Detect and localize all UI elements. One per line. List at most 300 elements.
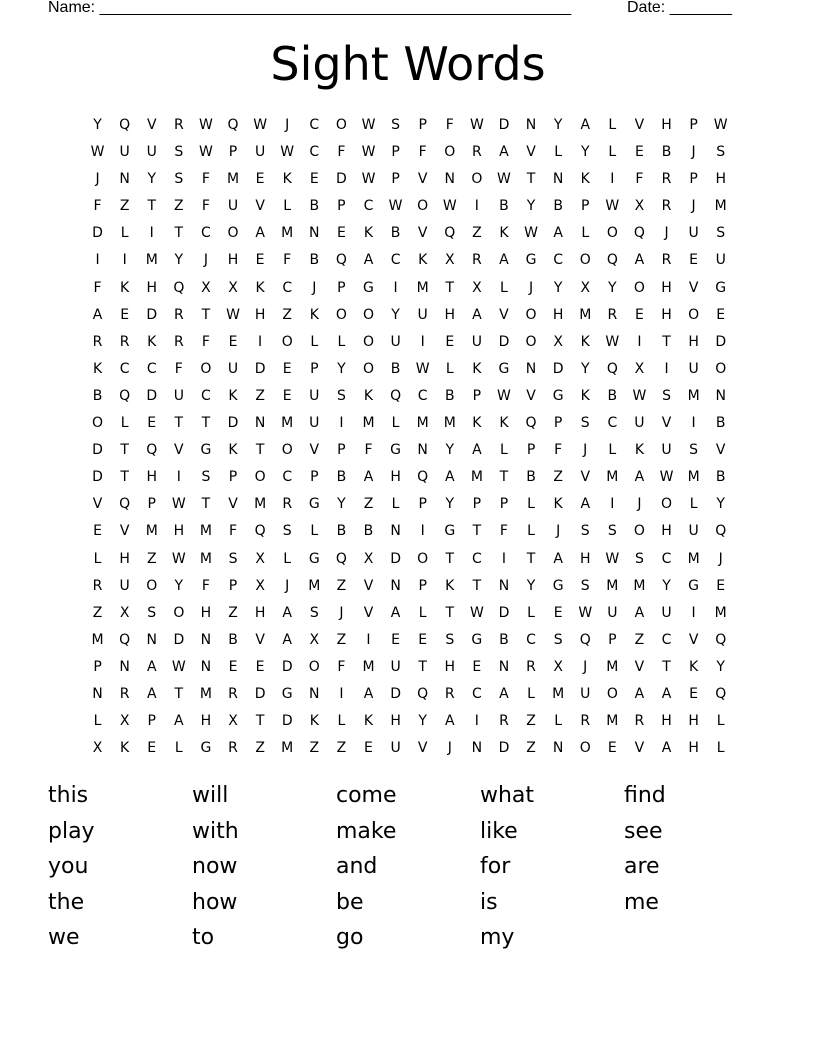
grid-letter: M — [145, 252, 158, 269]
grid-letter: R — [471, 252, 482, 269]
grid-letter: I — [339, 685, 344, 702]
grid-letter: J — [528, 279, 534, 296]
grid-letter: A — [363, 469, 374, 486]
grid-letter: K — [120, 279, 130, 296]
grid-letter: S — [282, 523, 292, 540]
grid-letter: C — [363, 198, 374, 215]
grid-letter: M — [199, 523, 212, 540]
grid-letter: Z — [526, 713, 536, 730]
grid-letter: C — [417, 387, 428, 404]
grid-letter: V — [688, 279, 699, 296]
grid-letter: I — [339, 415, 344, 432]
grid-letter: D — [498, 333, 510, 350]
grid-letter: U — [146, 144, 157, 161]
grid-letter: G — [444, 523, 456, 540]
grid-letter: F — [201, 577, 210, 594]
grid-letter: H — [688, 713, 699, 730]
grid-row — [84, 410, 734, 437]
grid-letter: S — [716, 225, 726, 242]
grid-letter: K — [689, 658, 699, 675]
grid-letter: S — [689, 442, 699, 459]
grid-letter: M — [362, 658, 375, 675]
grid-letter: R — [444, 685, 455, 702]
grid-letter: B — [444, 387, 455, 404]
grid-letter: L — [283, 198, 292, 215]
grid-letter: K — [282, 171, 292, 188]
grid-letter: N — [417, 442, 428, 459]
grid-letter: F — [201, 333, 210, 350]
grid-letter: E — [364, 740, 373, 757]
grid-letter: I — [258, 333, 263, 350]
word-list-item: is — [480, 889, 498, 915]
grid-letter: O — [579, 740, 591, 757]
grid-letter: V — [119, 523, 130, 540]
word-list-item: make — [336, 818, 397, 844]
grid-letter: X — [228, 713, 238, 730]
grid-row — [84, 275, 734, 302]
grid-letter: B — [390, 225, 401, 242]
grid-letter: J — [312, 279, 317, 296]
grid-letter: J — [691, 144, 696, 161]
grid-letter: D — [715, 333, 727, 350]
grid-row — [84, 546, 734, 573]
grid-letter: F — [337, 658, 346, 675]
grid-letter: G — [281, 685, 293, 702]
grid-letter: L — [608, 442, 617, 459]
grid-letter: W — [605, 550, 620, 567]
grid-letter: C — [201, 387, 211, 404]
grid-letter: L — [391, 415, 400, 432]
grid-letter: B — [553, 198, 563, 215]
grid-letter: K — [255, 279, 265, 296]
grid-letter: O — [579, 252, 591, 269]
grid-letter: G — [498, 360, 510, 377]
grid-letter: W — [659, 469, 674, 486]
grid-letter: U — [417, 306, 428, 323]
grid-letter: Y — [716, 658, 725, 675]
grid-letter: D — [552, 360, 564, 377]
grid-letter: R — [119, 333, 130, 350]
grid-letter: J — [339, 604, 344, 621]
grid-letter: K — [120, 740, 130, 757]
grid-letter: Z — [92, 604, 103, 621]
grid-letter: H — [444, 306, 456, 323]
name-field-label: Name: _____________________________________________________ — [48, 0, 572, 16]
grid-letter: P — [337, 442, 346, 459]
grid-letter: S — [580, 577, 590, 594]
grid-letter: G — [715, 279, 727, 296]
grid-letter: Q — [715, 685, 727, 702]
grid-letter: R — [661, 252, 672, 269]
grid-letter: O — [606, 685, 618, 702]
grid-letter: T — [174, 225, 184, 242]
grid-letter: T — [472, 577, 482, 594]
grid-letter: Q — [606, 360, 618, 377]
grid-letter: F — [337, 144, 346, 161]
grid-letter: B — [390, 360, 401, 377]
grid-letter: A — [255, 225, 265, 242]
grid-letter: S — [147, 604, 157, 621]
grid-letter: J — [556, 523, 561, 540]
grid-letter: R — [173, 333, 184, 350]
grid-letter: X — [201, 279, 211, 296]
grid-letter: L — [418, 604, 427, 621]
grid-letter: V — [92, 496, 103, 513]
grid-letter: A — [661, 740, 672, 757]
grid-letter: I — [637, 333, 642, 350]
grid-letter: Y — [174, 252, 184, 269]
grid-letter: A — [634, 685, 645, 702]
grid-letter: E — [716, 577, 726, 594]
grid-letter: G — [308, 496, 320, 513]
grid-letter: Y — [716, 496, 725, 513]
grid-letter: W — [469, 604, 484, 621]
grid-letter: L — [527, 604, 535, 621]
grid-letter: V — [146, 117, 157, 133]
grid-letter: D — [173, 631, 185, 648]
grid-letter: P — [689, 171, 698, 188]
grid-letter: E — [391, 631, 400, 648]
grid-letter: M — [579, 306, 592, 323]
grid-letter: C — [607, 415, 618, 432]
grid-letter: I — [501, 550, 507, 567]
grid-letter: X — [634, 198, 645, 215]
grid-letter: U — [390, 333, 401, 350]
grid-letter: R — [228, 685, 238, 702]
grid-letter: T — [174, 685, 184, 702]
grid-letter: F — [93, 198, 102, 215]
grid-letter: W — [497, 387, 511, 404]
grid-letter: Q — [119, 387, 131, 404]
grid-letter: O — [335, 306, 347, 323]
grid-letter: L — [391, 496, 400, 513]
grid-letter: D — [92, 469, 103, 486]
grid-letter: F — [499, 523, 508, 540]
grid-letter: T — [120, 442, 129, 459]
grid-letter: E — [553, 604, 563, 621]
grid-row — [84, 600, 734, 627]
grid-letter: G — [688, 577, 700, 594]
grid-letter: U — [688, 360, 699, 377]
grid-letter: Z — [174, 198, 184, 215]
grid-letter: D — [390, 685, 401, 702]
grid-letter: W — [415, 360, 430, 377]
grid-letter: H — [688, 333, 699, 350]
grid-letter: E — [336, 225, 346, 242]
grid-letter: G — [308, 550, 320, 567]
grid-letter: Q — [254, 523, 266, 540]
grid-letter: F — [554, 442, 563, 459]
grid-letter: B — [607, 387, 618, 404]
grid-letter: O — [417, 198, 429, 215]
grid-letter: W — [442, 198, 457, 215]
grid-row — [84, 193, 734, 220]
grid-letter: Q — [715, 523, 727, 540]
grid-letter: R — [607, 306, 618, 323]
grid-letter: D — [498, 117, 510, 133]
grid-row — [84, 573, 734, 600]
grid-letter: X — [580, 279, 591, 296]
grid-letter: I — [95, 252, 100, 269]
word-list-item: what — [480, 783, 535, 808]
grid-letter: P — [499, 496, 509, 513]
grid-letter: P — [147, 496, 156, 513]
grid-letter: U — [607, 604, 618, 621]
grid-letter: W — [90, 144, 105, 161]
grid-letter: L — [310, 523, 319, 540]
grid-letter: N — [552, 740, 564, 757]
grid-letter: A — [92, 306, 103, 323]
grid-letter: B — [499, 631, 509, 648]
grid-letter: L — [554, 144, 563, 161]
grid-letter: S — [716, 144, 726, 161]
word-list-item: how — [192, 889, 238, 915]
grid-letter: S — [228, 550, 238, 567]
word-list-item: to — [192, 925, 215, 950]
grid-letter: H — [254, 604, 266, 621]
grid-letter: Q — [173, 279, 185, 296]
grid-letter: J — [664, 225, 669, 242]
word-list-item: and — [336, 854, 378, 879]
grid-letter: L — [716, 740, 725, 757]
grid-letter: T — [147, 198, 157, 215]
grid-letter: D — [254, 685, 266, 702]
grid-letter: F — [93, 279, 102, 296]
grid-letter: L — [716, 713, 725, 730]
grid-letter: M — [443, 415, 456, 432]
grid-letter: W — [469, 117, 484, 133]
grid-letter: O — [92, 415, 104, 432]
word-list-item: see — [624, 818, 663, 844]
grid-letter: W — [199, 144, 213, 161]
grid-letter: A — [472, 442, 482, 459]
grid-letter: V — [309, 442, 320, 459]
grid-letter: F — [201, 198, 210, 215]
grid-letter: T — [201, 415, 211, 432]
grid-letter: Y — [662, 577, 671, 594]
grid-letter: C — [146, 360, 157, 377]
grid-letter: U — [471, 333, 482, 350]
grid-letter: W — [578, 604, 593, 621]
word-search-grid — [84, 112, 734, 762]
grid-letter: O — [227, 225, 239, 242]
grid-letter: O — [661, 496, 673, 513]
grid-letter: Q — [444, 225, 456, 242]
grid-letter: E — [716, 306, 726, 323]
grid-letter: H — [688, 740, 699, 757]
grid-letter: D — [281, 658, 293, 675]
grid-letter: Q — [227, 117, 239, 133]
grid-letter: D — [92, 225, 103, 242]
grid-letter: A — [634, 469, 645, 486]
grid-letter: D — [390, 550, 401, 567]
grid-letter: Q — [417, 469, 429, 486]
grid-letter: Z — [526, 740, 536, 757]
grid-row — [84, 491, 734, 518]
grid-letter: Z — [228, 604, 238, 621]
grid-letter: Q — [335, 550, 347, 567]
grid-letter: O — [362, 360, 374, 377]
grid-letter: W — [253, 117, 268, 133]
grid-letter: I — [474, 198, 479, 215]
grid-letter: P — [472, 387, 482, 404]
grid-letter: F — [418, 144, 427, 161]
grid-letter: P — [391, 171, 400, 188]
grid-letter: T — [526, 171, 536, 188]
grid-letter: W — [605, 333, 620, 350]
grid-letter: G — [363, 279, 374, 296]
grid-letter: F — [364, 442, 373, 459]
grid-letter: C — [309, 144, 320, 161]
grid-letter: K — [580, 171, 590, 188]
grid-letter: P — [472, 496, 482, 513]
grid-letter: Y — [526, 577, 536, 594]
grid-letter: Y — [580, 360, 590, 377]
grid-letter: N — [552, 171, 564, 188]
grid-letter: C — [282, 279, 293, 296]
grid-letter: S — [580, 415, 590, 432]
grid-letter: X — [444, 252, 455, 269]
grid-letter: L — [500, 442, 508, 459]
grid-row — [84, 681, 734, 708]
grid-letter: C — [282, 469, 293, 486]
grid-letter: O — [362, 306, 374, 323]
grid-letter: N — [200, 658, 212, 675]
grid-letter: P — [391, 144, 400, 161]
grid-letter: T — [445, 279, 455, 296]
grid-letter: K — [228, 387, 238, 404]
grid-letter: V — [715, 442, 726, 459]
grid-letter: Y — [337, 496, 346, 513]
grid-letter: J — [583, 442, 588, 459]
grid-letter: Y — [445, 442, 455, 459]
word-list — [48, 778, 768, 956]
grid-letter: A — [499, 252, 509, 269]
grid-letter: K — [363, 387, 374, 404]
grid-letter: W — [361, 171, 376, 188]
grid-letter: P — [418, 577, 427, 594]
grid-letter: D — [336, 171, 347, 188]
grid-letter: U — [173, 387, 184, 404]
grid-letter: N — [200, 631, 212, 648]
grid-letter: W — [388, 198, 403, 215]
grid-letter: A — [634, 604, 645, 621]
grid-row — [84, 437, 734, 464]
grid-letter: N — [119, 171, 130, 188]
grid-letter: H — [227, 252, 239, 269]
grid-letter: H — [390, 713, 401, 730]
grid-letter: E — [147, 740, 157, 757]
grid-letter: X — [553, 333, 563, 350]
word-list-item: with — [192, 818, 239, 844]
grid-letter: U — [227, 198, 239, 215]
grid-letter: F — [201, 171, 210, 188]
grid-letter: K — [445, 577, 455, 594]
grid-letter: F — [445, 117, 454, 133]
grid-letter: L — [337, 713, 346, 730]
grid-letter: O — [200, 360, 212, 377]
grid-letter: X — [553, 658, 563, 675]
grid-letter: N — [92, 685, 103, 702]
grid-row — [84, 654, 734, 681]
grid-letter: M — [199, 685, 212, 702]
grid-letter: Q — [579, 631, 591, 648]
grid-letter: P — [337, 279, 346, 296]
grid-letter: Z — [336, 740, 347, 757]
grid-letter: H — [200, 604, 212, 621]
grid-letter: K — [499, 225, 509, 242]
grid-letter: A — [444, 713, 455, 730]
grid-letter: W — [524, 225, 538, 242]
grid-letter: Y — [580, 144, 590, 161]
grid-letter: R — [580, 713, 591, 730]
grid-letter: M — [91, 631, 104, 648]
grid-letter: K — [418, 252, 428, 269]
grid-letter: A — [390, 604, 401, 621]
grid-letter: X — [228, 279, 238, 296]
grid-letter: R — [92, 577, 103, 594]
grid-letter: L — [608, 117, 617, 133]
grid-letter: M — [470, 469, 483, 486]
grid-letter: H — [661, 117, 672, 133]
grid-letter: P — [689, 117, 698, 133]
grid-letter: F — [283, 252, 292, 269]
grid-letter: M — [416, 415, 429, 432]
date-field-label: Date: _______ — [627, 0, 732, 16]
grid-letter: B — [309, 198, 320, 215]
grid-letter: Y — [526, 198, 536, 215]
grid-letter: S — [445, 631, 455, 648]
grid-letter: P — [337, 198, 346, 215]
grid-letter: V — [661, 415, 672, 432]
grid-letter: W — [280, 144, 295, 161]
grid-letter: E — [634, 306, 644, 323]
grid-letter: K — [472, 360, 482, 377]
grid-letter: Z — [553, 469, 563, 486]
grid-letter: L — [581, 225, 590, 242]
grid-letter: P — [310, 469, 319, 486]
grid-letter: B — [526, 469, 536, 486]
grid-letter: B — [715, 415, 726, 432]
grid-letter: T — [418, 658, 427, 675]
grid-letter: S — [580, 523, 590, 540]
grid-row — [84, 220, 734, 247]
grid-row — [84, 464, 734, 491]
grid-letter: L — [445, 360, 454, 377]
grid-row — [84, 112, 734, 139]
grid-letter: I — [393, 279, 398, 296]
grid-letter: J — [637, 496, 642, 513]
grid-letter: T — [445, 550, 455, 567]
grid-letter: S — [634, 550, 644, 567]
grid-letter: S — [391, 117, 401, 133]
grid-letter: V — [417, 171, 428, 188]
grid-letter: U — [688, 225, 699, 242]
grid-letter: K — [634, 442, 645, 459]
grid-letter: L — [283, 550, 292, 567]
grid-letter: E — [607, 740, 617, 757]
grid-letter: A — [553, 225, 563, 242]
grid-letter: K — [363, 713, 374, 730]
grid-letter: W — [171, 658, 186, 675]
grid-letter: U — [309, 415, 320, 432]
grid-letter: A — [634, 252, 645, 269]
word-list-item: go — [336, 925, 364, 950]
grid-letter: H — [661, 279, 672, 296]
grid-letter: H — [661, 523, 672, 540]
grid-letter: X — [363, 550, 374, 567]
grid-letter: M — [552, 685, 565, 702]
